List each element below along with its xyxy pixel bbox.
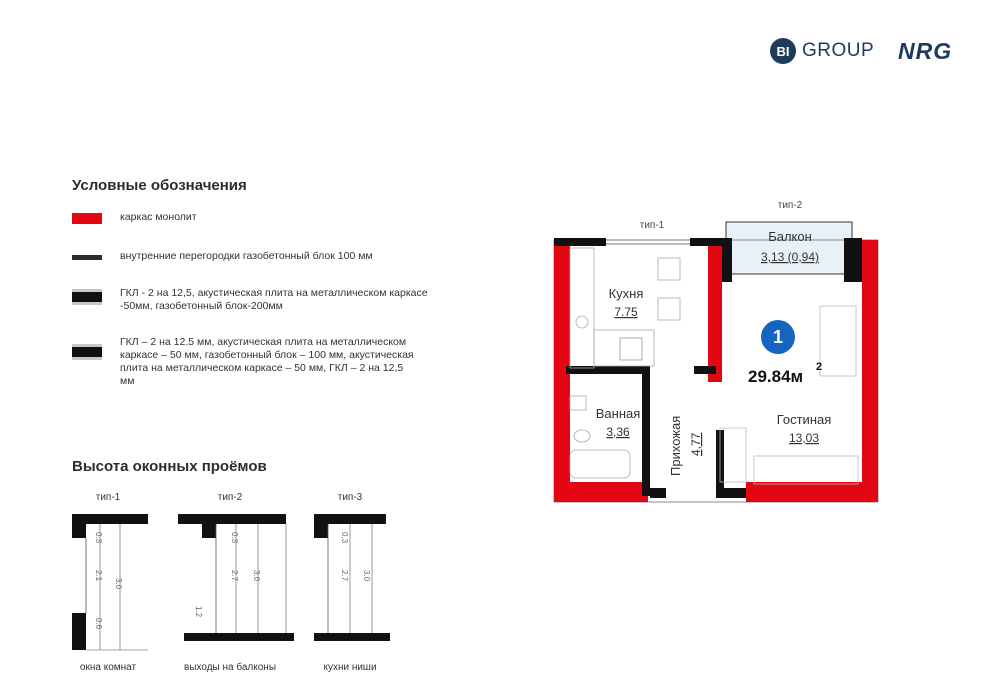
room-area-bathroom: 3,36 — [606, 425, 630, 439]
window-type-label: тип-3 — [337, 492, 363, 503]
gkl-200-swatch-icon — [72, 287, 102, 307]
window-left-lintel — [72, 524, 86, 538]
room-name-kitchen: Кухня — [608, 286, 644, 301]
svg-text:1.2: 1.2 — [194, 606, 203, 618]
nrg-logo: NRG — [898, 38, 953, 64]
monolith-wall-right — [862, 240, 878, 502]
plan-window-label: тип-2 — [777, 200, 803, 211]
svg-text:2.7: 2.7 — [230, 570, 239, 582]
room-area-balcony: 3,13 (0,94) — [760, 250, 820, 264]
partition-swatch-icon — [72, 250, 102, 264]
gkl-100-swatch-icon — [72, 336, 102, 366]
monolith-swatch-icon — [72, 211, 102, 225]
monolith-wall-center — [708, 242, 722, 382]
monolith-wall-bottom-right — [746, 482, 878, 502]
legend-item-label: ГКЛ - 2 на 12,5, акустическая плита на металлическом каркасе -50мм, газобетонный блок-200мм — [120, 287, 428, 312]
room-name-balcony: Балкон — [768, 229, 812, 244]
room-name-bathroom: Ванная — [595, 406, 641, 421]
windows-title: Высота оконных проёмов — [72, 458, 267, 475]
room-name-living-room: Гостиная — [776, 412, 832, 427]
window-left-sill — [72, 613, 86, 650]
monolith-wall-bottom-left — [554, 482, 648, 502]
plan-window-label: тип-1 — [639, 220, 665, 231]
bi-group-logo — [770, 38, 874, 64]
window-types-diagram — [60, 488, 400, 678]
total-area: 29.84м — [748, 367, 804, 386]
svg-text:0.3: 0.3 — [230, 532, 239, 544]
room-area-living-room: 13,03 — [788, 431, 820, 445]
legend-item-label: каркас монолит — [120, 211, 197, 223]
svg-text:0.3: 0.3 — [94, 532, 103, 544]
svg-text:3.0: 3.0 — [362, 570, 371, 582]
svg-text:3.0: 3.0 — [114, 578, 123, 590]
window-type-caption: выходы на балконы — [183, 662, 277, 673]
legend-item-partition — [72, 250, 373, 264]
room-area-kitchen: 7.75 — [614, 305, 638, 319]
window-type-label: тип-2 — [217, 492, 243, 503]
room-area-hallway: 4,77 — [689, 432, 703, 456]
legend-item-gkl-100 — [72, 336, 420, 388]
window-type-label: тип-1 — [95, 492, 121, 503]
window-type-caption: окна комнат — [79, 662, 137, 673]
svg-text:3.0: 3.0 — [252, 570, 261, 582]
floor-plan — [540, 190, 890, 520]
bi-badge: BI — [770, 38, 796, 64]
total-area-unit-sup: 2 — [816, 361, 823, 373]
legend-item-gkl-200 — [72, 287, 440, 313]
legend-title: Условные обозначения — [72, 177, 247, 194]
legend-item-label: ГКЛ – 2 на 12.5 мм, акустическая плита на металлическом каркасе – 50 мм, газобетонный блок – 100 мм, акустическая плита на металлическом каркасе – 50 мм, ГКЛ – 2 на 12,5 мм — [120, 336, 414, 387]
unit-number: 1 — [772, 327, 784, 347]
room-name-hallway: Прихожая — [668, 415, 683, 476]
svg-text:0.6: 0.6 — [94, 618, 103, 630]
bi-group-wordmark: GROUP — [802, 40, 875, 61]
window-top-wall — [72, 514, 148, 524]
svg-text:2.1: 2.1 — [94, 570, 103, 582]
window-type-caption: кухни ниши — [323, 662, 377, 673]
legend-item-monolith — [72, 211, 197, 225]
svg-text:0.3: 0.3 — [340, 532, 349, 544]
legend-item-label: внутренние перегородки газобетонный блок 100 мм — [120, 250, 373, 262]
svg-text:2.7: 2.7 — [340, 570, 349, 582]
